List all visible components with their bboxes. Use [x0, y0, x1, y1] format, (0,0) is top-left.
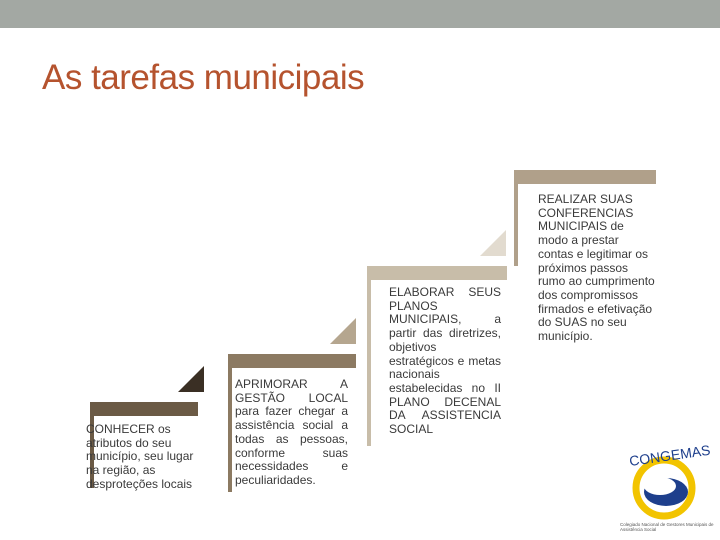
step-4-text: REALIZAR SUAS CONFERENCIAS MUNICIPAIS de modo a prestar contas e legitimar os próximos passos rumo ao cumprimento dos compromissos firmados e efetivação do SUAS no seu município.: [538, 192, 655, 344]
step-4-bar: [514, 170, 656, 184]
step-2-corner: [330, 318, 356, 342]
top-bar: [0, 0, 720, 28]
slide-title: As tarefas municipais: [42, 58, 365, 97]
step-3-text: ELABORAR SEUS PLANOS MUNICIPAIS, a partir das diretrizes, objetivos estratégicos e metas nacionais estabelecidas no II PLANO DECENAL DA ASSISTENCIA SOCIAL: [389, 285, 501, 437]
step-2-text: APRIMORAR A GESTÃO LOCAL para fazer chegar a assistência social a todas as pessoas, conforme suas necessidades e peculiaridades.: [235, 377, 348, 487]
step-1-text: CONHECER os atributos do seu município, seu lugar na região, as desproteções locais: [86, 422, 194, 491]
step-2-bar: [228, 354, 356, 368]
step-2-side: [228, 354, 232, 492]
step-1-corner: [178, 366, 204, 390]
step-3-bar: [367, 266, 507, 280]
svg-text:CONGEMAS: CONGEMAS: [628, 442, 712, 469]
step-4-side: [514, 170, 518, 266]
step-3-side: [367, 266, 371, 446]
step-1-bar: [90, 402, 198, 416]
step-3-corner: [480, 230, 506, 254]
logo-caption: Colegiado Nacional de Gestores Municipais de Assistência Social: [620, 522, 714, 532]
